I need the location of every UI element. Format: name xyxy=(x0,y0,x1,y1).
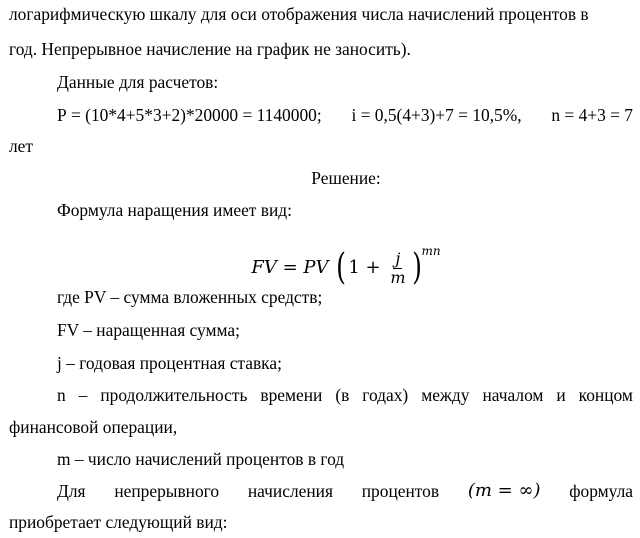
formula-intro: Формула наращения имеет вид: xyxy=(57,200,292,220)
continuous-word: непрерывного xyxy=(114,481,220,501)
n-word: и xyxy=(556,385,566,405)
definition-m: m – число начислений процентов в год xyxy=(57,449,345,469)
n-word: концом xyxy=(578,385,633,405)
formula-one: 1 xyxy=(348,257,360,278)
compound-interest-formula xyxy=(0,226,640,288)
n-word: – xyxy=(78,385,88,405)
continuous-word: Для xyxy=(57,481,86,501)
continuous-word: процентов xyxy=(361,481,440,501)
definition-pv: где PV – сумма вложенных средств; xyxy=(57,287,323,307)
data-heading: Данные для расчетов: xyxy=(57,72,219,92)
paragraph-1-line-1-text: логарифмическую шкалу для оси отображения числа начислений процентов в xyxy=(9,4,589,24)
calc-p: Р = (10*4+5*3+2)*20000 = 1140000; xyxy=(57,105,322,125)
n-word: (в xyxy=(335,385,350,405)
n-word: началом xyxy=(482,385,544,405)
solution-heading: Решение: xyxy=(311,168,381,188)
definition-j: j – годовая процентная ставка; xyxy=(57,353,282,373)
formula-right-paren: ) xyxy=(411,247,422,288)
formula-fv: FV xyxy=(251,257,277,278)
continuous-line-1 xyxy=(57,480,633,502)
continuous-word: начисления xyxy=(247,481,333,501)
n-word: n xyxy=(57,385,66,405)
n-word: продолжительность xyxy=(100,385,248,405)
definition-fv: FV – наращенная сумма; xyxy=(57,320,240,340)
continuous-line-2: приобретает следующий вид: xyxy=(9,512,228,532)
formula-plus: + xyxy=(365,257,381,278)
continuous-infinity-math: (m = ∞) xyxy=(467,480,541,501)
continuous-word: формула xyxy=(569,481,633,501)
definition-n-line-2: финансовой операции, xyxy=(9,417,178,437)
calc-i: i = 0,5(4+3)+7 = 10,5%, xyxy=(351,105,522,125)
n-word: времени xyxy=(260,385,323,405)
calculation-line-continuation: лет xyxy=(9,136,33,156)
n-word: между xyxy=(421,385,470,405)
paragraph-1-line-2: год. Непрерывное начисление на график не заносить). xyxy=(9,39,411,59)
formula-numerator: j xyxy=(395,248,401,268)
n-word: годах) xyxy=(362,385,409,405)
formula-fraction xyxy=(388,250,407,287)
formula-left-paren: ( xyxy=(336,247,347,288)
calc-n: n = 4+3 = 7 xyxy=(551,105,633,125)
formula-exponent: mn xyxy=(421,244,441,258)
formula-denominator: m xyxy=(390,267,406,287)
paragraph-1-line-1 xyxy=(9,3,631,25)
formula-equals: = xyxy=(282,257,298,278)
calculation-line xyxy=(57,104,633,126)
formula-pv: PV xyxy=(303,257,329,278)
definition-n-line-1 xyxy=(57,384,633,406)
